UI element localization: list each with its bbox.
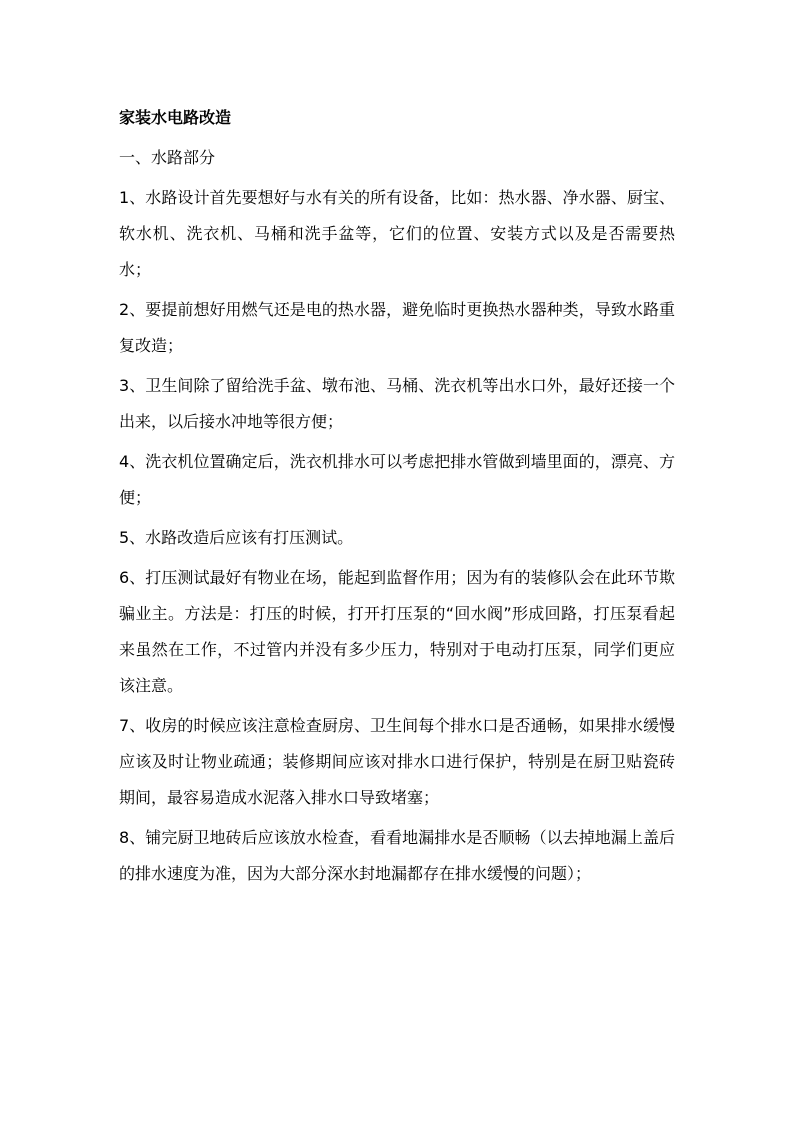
paragraph-3: 3、卫生间除了留给洗手盆、墩布池、马桶、洗衣机等出水口外，最好还接一个出来，以后接水冲地等很方便； bbox=[119, 376, 675, 431]
paragraph-6: 6、打压测试最好有物业在场，能起到监督作用；因为有的装修队会在此环节欺骗业主。方法是：打压的时候，打开打压泵的“回水阀”形成回路，打压泵看起来虽然在工作，不过管内并没有多少压力，特别对于电动打压泵，同学们更应该注意。 bbox=[119, 568, 675, 695]
paragraph-8: 8、铺完厨卫地砖后应该放水检查，看看地漏排水是否顺畅（以去掉地漏上盖后的排水速度为准，因为大部分深水封地漏都存在排水缓慢的问题）； bbox=[119, 828, 675, 883]
paragraph-1: 1、水路设计首先要想好与水有关的所有设备，比如：热水器、净水器、厨宝、软水机、洗衣机、马桶和洗手盆等，它们的位置、安装方式以及是否需要热水； bbox=[119, 188, 675, 279]
paragraph-4: 4、洗衣机位置确定后，洗衣机排水可以考虑把排水管做到墙里面的，漂亮、方便； bbox=[119, 452, 675, 507]
paragraph-5: 5、水路改造后应该有打压测试。 bbox=[119, 528, 354, 547]
document-title: 家装水电路改造 bbox=[119, 108, 232, 127]
paragraph-2: 2、要提前想好用燃气还是电的热水器，避免临时更换热水器种类，导致水路重复改造； bbox=[119, 300, 675, 355]
paragraph-7: 7、收房的时候应该注意检查厨房、卫生间每个排水口是否通畅，如果排水缓慢应该及时让物业疏通；装修期间应该对排水口进行保护，特别是在厨卫贴瓷砖期间，最容易造成水泥落入排水口导致堵塞； bbox=[119, 716, 675, 807]
document-body bbox=[119, 100, 675, 896]
section-heading: 一、水路部分 bbox=[119, 148, 216, 167]
